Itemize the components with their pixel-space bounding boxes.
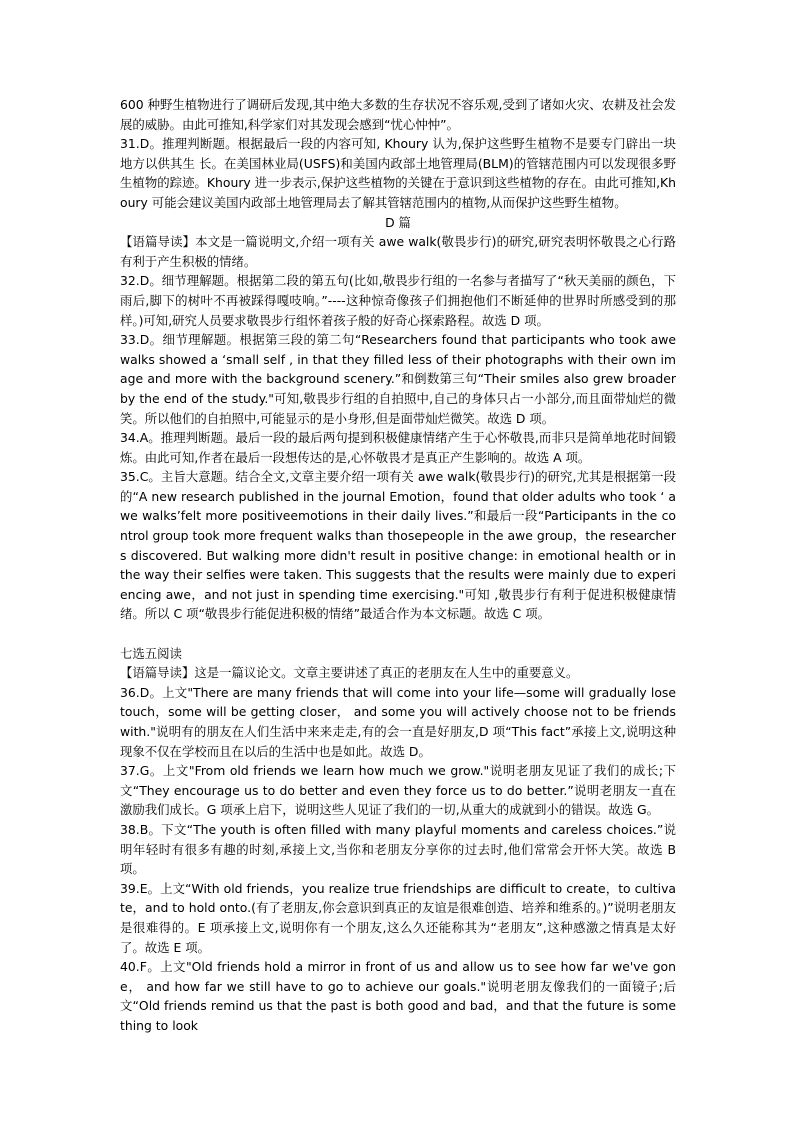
- answer-33: 33.D。细节理解题。根据第三段的第二句“Researchers found that participants who took awe walks showed a ‘small self , in that they filled less of their photographs with their own image and more with the background scenery.”和倒数第三句“Their smiles also grew broader by the end of the study."可知,敬畏步行组的自拍照中,自己的身体只占一小部分,而且面带灿烂的微笑。所以他们的自拍照中,可能显示的是小身形,但是面带灿烂微笑。故选 D 项。: [120, 332, 676, 426]
- answer-35: 35.C。主旨大意题。结合全文,文章主要介绍一项有关 awe walk(敬畏步行)的研究,尤其是根据第一段的“A new research published in the journal Emotion，found that older adults who took ‘ awe walks’felt more positiveemotions in their daily lives.”和最后一段“Participants in the control group took more frequent walks than thosepeople in the awe group，the researchers discovered. But walking more didn't result in positive change: in emotional health or in the way their selfies were taken. This suggests that the results were mainly due to experiencing awe，and not just in spending time exercising."可知 ,敬畏步行有利于促进积极健康情绪。所以 C 项“敬畏步行能促进积极的情绪”最适合作为本文标题。故选 C 项。: [120, 469, 676, 622]
- answer-38: 38.B。下文“The youth is often filled with many playful moments and careless choices.”说明年轻时有很多有趣的时刻,承接上文,当你和老朋友分享你的过去时,他们常常会开怀大笑。故选 B 项。: [120, 821, 676, 877]
- answer-32: 32.D。细节理解题。根据第二段的第五句(比如,敬畏步行组的一名参与者描写了“秋天美丽的颜色，下雨后,脚下的树叶不再被踩得嘎吱响。”----这种惊奇像孩子们拥抱他们不断延伸的世界时所感受到的那样。)可知,研究人员要求敬畏步行组怀着孩子般的好奇心探索路程。故选 D 项。: [120, 273, 676, 328]
- answer-39: 39.E。上文“With old friends，you realize true friendships are difficult to create，to cultivate，and to hold onto.(有了老朋友,你会意识到真正的友谊是很难创造、培养和维系的。)”说明老朋友是很难得的。E 项承接上文,说明你有一个朋友,这么久还能称其为“老朋友”,这种感激之情真是太好了。故选 E 项。: [120, 880, 676, 955]
- answer-36: 36.D。上文"There are many friends that will come into your life—some will gradually lose touch，some will be getting closer， and some you will actively choose not to be friends with."说明有的朋友在人们生活中来来走走,有的会一直是好朋友,D 项“This fact”承接上文,说明这种现象不仅在学校而且在以后的生活中也是如此。故选 D。: [120, 684, 676, 759]
- answer-31: 31.D。推理判断题。根据最后一段的内容可知, Khoury 认为,保护这些野生植物不是要专门辟出一块地方以供其生 长。在美国林业局(USFS)和美国内政部土地管理局(BLM)的管辖范围内可以发现很多野生植物的踪迹。Khoury 进一步表示,保护这些植物的关键在于意识到这些植物的存在。由此可推知,Khoury 可能会建议美国内政部土地管理局去了解其管辖范围内的植物,从而保护这些野生植物。: [120, 136, 676, 210]
- answer-37: 37.G。上文"From old friends we learn how much we grow."说明老朋友见证了我们的成长;下文“They encourage us to do better and even they force us to do better.”说明老朋友一直在激励我们成长。G 项承上启下，说明这些人见证了我们的一切,从重大的成就到小的错误。故选 G。: [120, 763, 676, 818]
- section-heading-d: D 篇: [385, 214, 411, 230]
- answer-34: 34.A。推理判断题。最后一段的最后两句提到积极健康情绪产生于心怀敬畏,而非只是简单地花时间锻炼。由此可知,作者在最后一段想传达的是,心怀敬畏才是真正产生影响的。故选 A 项。: [120, 430, 676, 465]
- reading-guide-d: 【语篇导读】本文是一篇说明文,介绍一项有关 awe walk(敬畏步行)的研究,研究表明怀敬畏之心行路有利于产生积极的情绪。: [120, 234, 676, 269]
- paragraph-intro-continuation: 600 种野生植物进行了调研后发现,其中绝大多数的生存状况不容乐观,受到了诸如火灾、农耕及社会发展的威胁。由此可推知,科学家们对其发现会感到“忧心忡忡”。: [120, 97, 676, 132]
- blank-line: [120, 624, 676, 644]
- reading-guide-seven-choose-five: 【语篇导读】这是一篇议论文。文章主要讲述了真正的老朋友在人生中的重要意义。: [120, 665, 579, 681]
- document-body: [120, 95, 676, 1036]
- answer-40: 40.F。上文"Old friends hold a mirror in front of us and allow us to see how far we've gone， and how far we still have to go to achieve our goals."说明老朋友像我们的一面镜子;后文“Old friends remind us that the past is both good and bad，and that the future is something to look: [120, 959, 676, 1033]
- section-heading-seven-choose-five: 七选五阅读: [120, 645, 182, 661]
